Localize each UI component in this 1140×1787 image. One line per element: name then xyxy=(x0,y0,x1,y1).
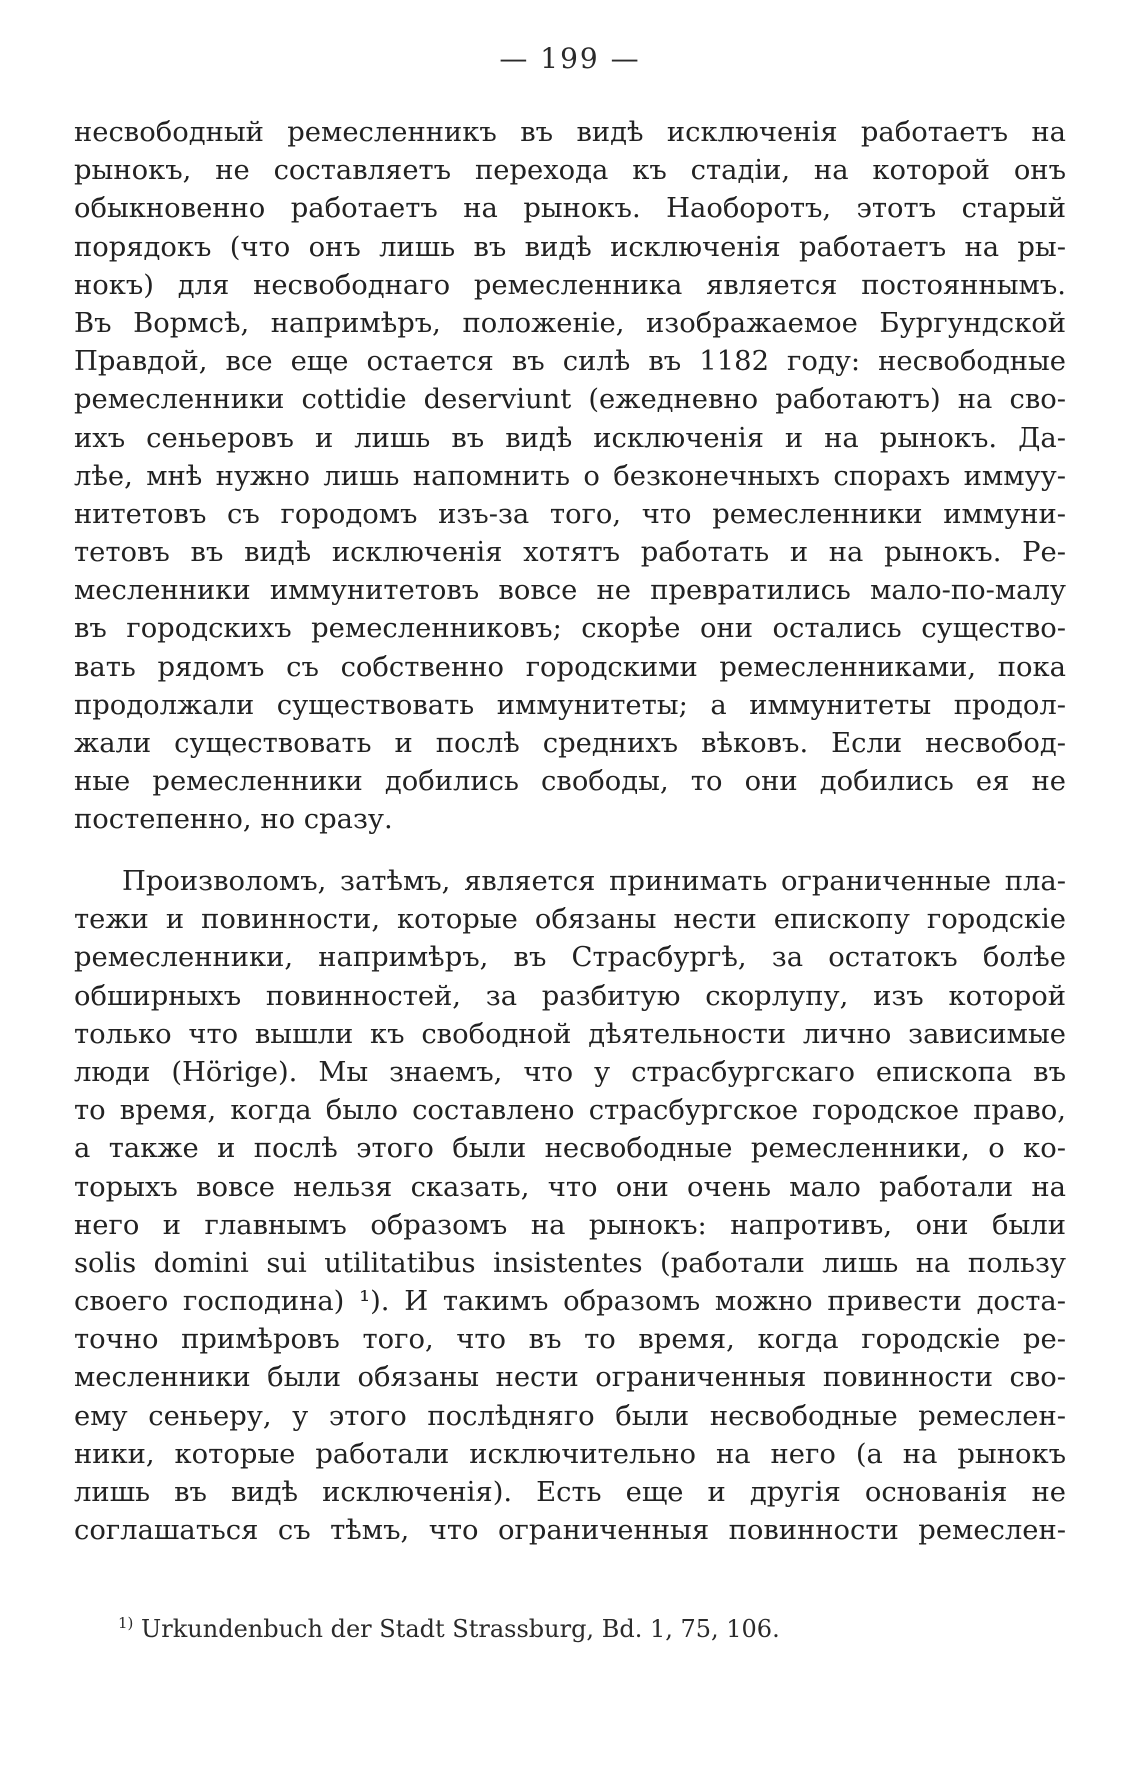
text-line: тетовъ въ видѣ исключенія хотятъ работать и на рынокъ. Ре- xyxy=(74,537,1066,569)
text-line: обыкновенно работаетъ на рынокъ. Наоборотъ, этотъ старый xyxy=(74,193,1066,225)
text-line: Въ Вормсѣ, напримѣръ, положеніе, изображаемое Бургундской xyxy=(74,307,1066,339)
text-line: своего господина) ¹). И такимъ образомъ можно привести доста- xyxy=(74,1286,1066,1318)
footnote xyxy=(118,1614,780,1643)
text-line: него и главнымъ образомъ на рынокъ: напротивъ, они были xyxy=(74,1209,1066,1241)
text-line: нитетовъ съ городомъ изъ-за того, что ремесленники иммуни- xyxy=(74,498,1066,530)
text-line: ники, которые работали исключительно на него (а на рынокъ xyxy=(74,1438,1066,1470)
text-line: несвободный ремесленникъ въ видѣ исключенія работаетъ на xyxy=(74,117,1066,148)
paragraph-1 xyxy=(74,114,1066,840)
text-line: Произволомъ, затѣмъ, является принимать ограниченные пла- xyxy=(122,866,1066,897)
text-line: лишь въ видѣ исключенія). Есть еще и другія основанія не xyxy=(74,1477,1066,1508)
text-line: а также и послѣ этого были несвободные ремесленники, о ко- xyxy=(74,1133,1066,1165)
text-line: постепенно, но сразу. xyxy=(74,804,393,836)
text-line: ремесленники cottidie deserviunt (ежедневно работаютъ) на сво- xyxy=(74,384,1066,416)
text-line: ные ремесленники добились свободы, то они добились ея не xyxy=(74,766,1066,798)
text-line: ихъ сеньеровъ и лишь въ видѣ исключенія и на рынокъ. Да- xyxy=(74,422,1066,454)
text-line: Правдой, все еще остается въ силѣ въ 1182 году: несвободные xyxy=(74,346,1066,378)
footnote-text: Urkundenbuch der Stadt Strassburg, Bd. 1, 75, 106. xyxy=(141,1615,780,1643)
page-number: — 199 — xyxy=(499,42,641,75)
text-line: месленники были обязаны нести ограниченныя повинности сво- xyxy=(74,1362,1066,1394)
text-line: лѣе, мнѣ нужно лишь напомнить о безконечныхъ спорахъ иммуу- xyxy=(74,460,1066,492)
text-line: люди (Hörige). Мы знаемъ, что у страсбургскаго епископа въ xyxy=(74,1056,1066,1088)
paragraph-2 xyxy=(74,863,1066,1550)
text-line: торыхъ вовсе нельзя сказать, что они очень мало работали на xyxy=(74,1171,1066,1203)
text-line: точно примѣровъ того, что въ то время, когда городскіе ре- xyxy=(74,1324,1066,1356)
text-line: solis domini sui utilitatibus insistentes (работали лишь на пользу xyxy=(74,1247,1066,1279)
text-line: въ городскихъ ремесленниковъ; скорѣе они остались существо- xyxy=(74,613,1066,645)
text-line: продолжали существовать иммунитеты; а иммунитеты продол- xyxy=(74,689,1066,721)
text-line: ему сеньеру, у этого послѣдняго были несвободные ремеслен- xyxy=(74,1400,1066,1432)
text-line: нокъ) для несвободнаго ремесленника является постояннымъ. xyxy=(74,269,1066,301)
text-line: то время, когда было составлено страсбургское городское право, xyxy=(74,1095,1066,1127)
text-line: ремесленники, напримѣръ, въ Страсбургѣ, за остатокъ болѣе xyxy=(74,942,1066,974)
text-line: месленники иммунитетовъ вовсе не превратились мало-по-малу xyxy=(74,575,1066,607)
text-line: тежи и повинности, которые обязаны нести епископу городскіе xyxy=(74,904,1066,936)
text-line: вать рядомъ съ собственно городскими ремесленниками, пока xyxy=(74,651,1066,683)
text-line: обширныхъ повинностей, за разбитую скорлупу, изъ которой xyxy=(74,980,1066,1012)
text-line: только что вышли къ свободной дѣятельности лично зависимые xyxy=(74,1018,1066,1050)
text-line: соглашаться съ тѣмъ, что ограниченныя повинности ремеслен- xyxy=(74,1515,1066,1547)
text-line: жали существовать и послѣ среднихъ вѣковъ. Если несвобод- xyxy=(74,728,1066,759)
text-line: рынокъ, не составляетъ перехода къ стадіи, на которой онъ xyxy=(74,155,1066,187)
text-line: порядокъ (что онъ лишь въ видѣ исключенія работаетъ на ры- xyxy=(74,231,1066,263)
footnote-marker: 1) xyxy=(118,1614,134,1632)
